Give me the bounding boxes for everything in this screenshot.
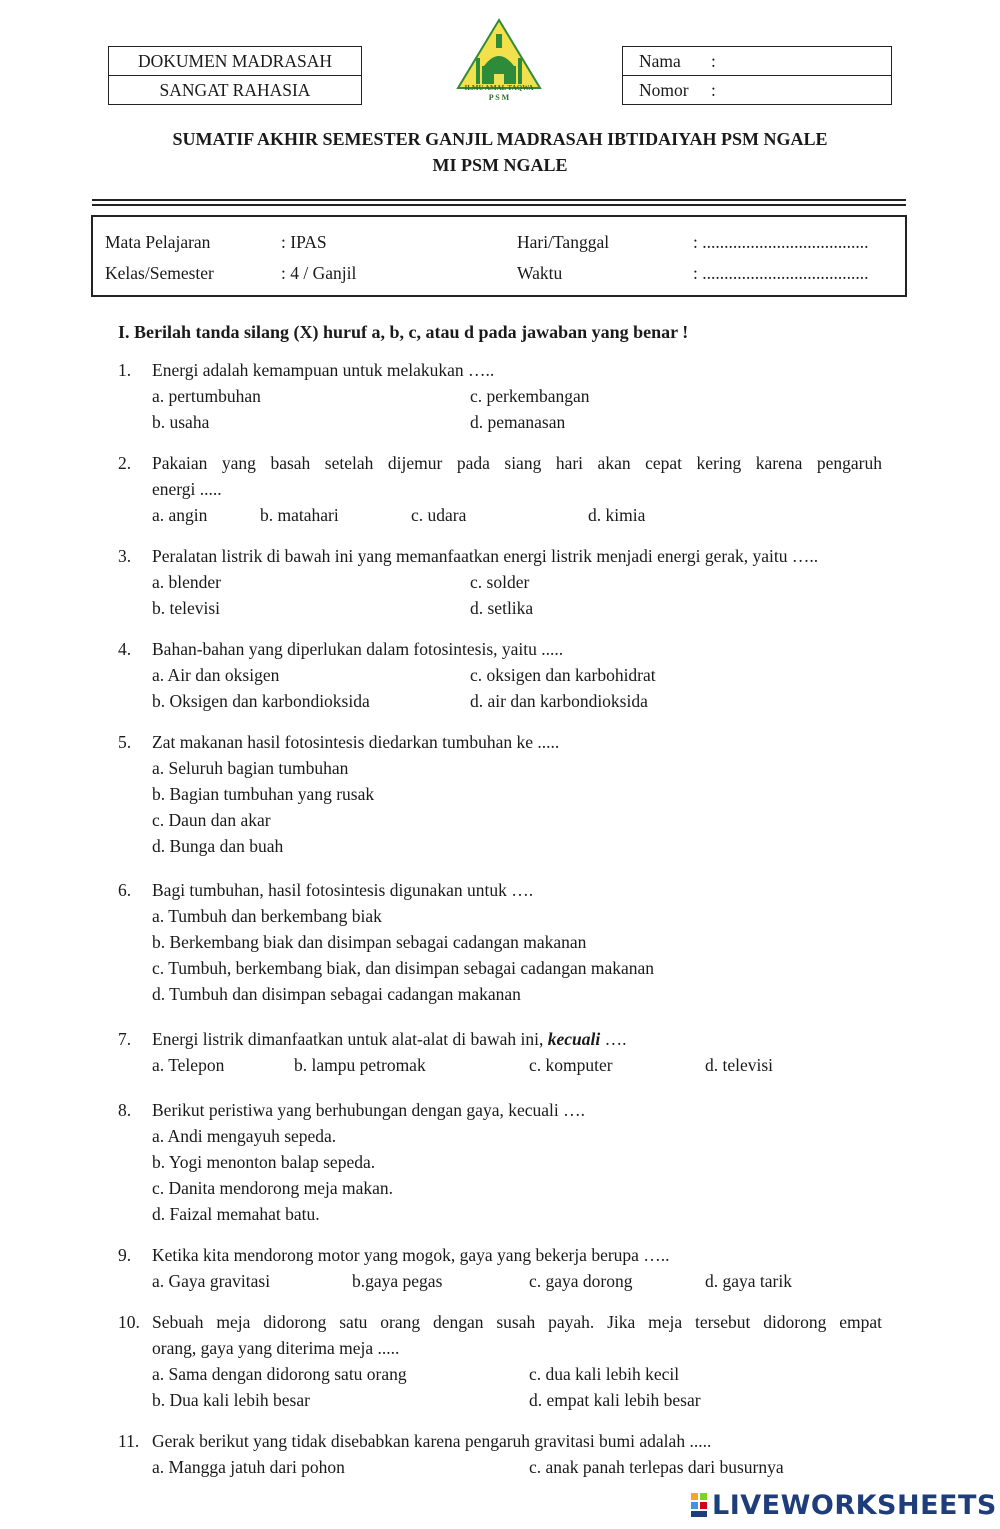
watermark-text: LIVEWORKSHEETS [712, 1490, 997, 1521]
option-a[interactable]: a. blender [152, 572, 221, 592]
number-row [623, 76, 891, 104]
question-text: Bagi tumbuhan, hasil fotosintesis digunakan untuk …. [152, 880, 534, 900]
date-field[interactable]: : ...................................... [693, 232, 869, 252]
school-logo [456, 18, 542, 104]
question-text: Berikut peristiwa yang berhubungan dengan gaya, kecuali …. [152, 1100, 585, 1120]
option-b[interactable]: b. matahari [260, 505, 339, 525]
exam-title: SUMATIF AKHIR SEMESTER GANJIL MADRASAH IBTIDAIYAH PSM NGALE [172, 129, 828, 149]
question-text: Energi adalah kemampuan untuk melakukan ….. [152, 360, 495, 380]
option-d[interactable]: d. pemanasan [470, 412, 566, 432]
liveworksheets-logo-icon [690, 1492, 708, 1518]
option-d[interactable]: d. air dan karbondioksida [470, 691, 648, 711]
option-c[interactable]: c. Daun dan akar [152, 810, 271, 830]
question-text-main: Energi listrik dimanfaatkan untuk alat-alat di bawah ini, [152, 1029, 548, 1049]
option-c[interactable]: c. dua kali lebih kecil [529, 1364, 680, 1384]
liveworksheets-watermark [690, 1490, 997, 1521]
question-text: Pakaian yang basah setelah dijemur pada siang hari akan cepat kering karena pengaruh [152, 453, 882, 473]
option-a[interactable]: a. Tumbuh dan berkembang biak [152, 906, 382, 926]
doc-line-2: SANGAT RAHASIA [159, 80, 311, 100]
option-d[interactable]: d. empat kali lebih besar [529, 1390, 701, 1410]
question-number: 6. [118, 880, 132, 900]
option-a[interactable]: a. angin [152, 505, 208, 525]
exam-info-box [91, 215, 907, 297]
doc-line-1: DOKUMEN MADRASAH [109, 47, 361, 76]
question-number: 1. [118, 360, 132, 380]
option-c[interactable]: c. udara [411, 505, 467, 525]
option-c[interactable]: c. oksigen dan karbohidrat [470, 665, 656, 685]
question-text: Bahan-bahan yang diperlukan dalam fotosintesis, yaitu ..... [152, 639, 564, 659]
option-a[interactable]: a. Mangga jatuh dari pohon [152, 1457, 345, 1477]
name-field[interactable]: : [711, 51, 716, 71]
option-b[interactable]: b. Bagian tumbuhan yang rusak [152, 784, 375, 804]
question-number: 4. [118, 639, 132, 659]
question-text: Gerak berikut yang tidak disebabkan karena pengaruh gravitasi bumi adalah ..... [152, 1431, 712, 1451]
question-number: 7. [118, 1029, 132, 1049]
option-d[interactable]: d. Faizal memahat batu. [152, 1204, 320, 1224]
number-label: Nomor [639, 80, 689, 100]
student-identity-box [622, 46, 892, 105]
option-c[interactable]: c. Tumbuh, berkembang biak, dan disimpan sebagai cadangan makanan [152, 958, 655, 978]
option-c[interactable]: c. komputer [529, 1055, 613, 1075]
question-text: Ketika kita mendorong motor yang mogok, gaya yang bekerja berupa ….. [152, 1245, 670, 1265]
emphasis-kecuali: kecuali [547, 1029, 601, 1049]
document-classification-box [108, 46, 362, 105]
option-b[interactable]: b. Dua kali lebih besar [152, 1390, 310, 1410]
question-text: Zat makanan hasil fotosintesis diedarkan tumbuhan ke ..... [152, 732, 560, 752]
option-b[interactable]: b. usaha [152, 412, 210, 432]
option-d[interactable]: d. gaya tarik [705, 1271, 792, 1291]
option-b[interactable]: b. lampu petromak [294, 1055, 426, 1075]
school-name: MI PSM NGALE [432, 155, 568, 175]
option-d[interactable]: d. Tumbuh dan disimpan sebagai cadangan makanan [152, 984, 521, 1004]
question-text: Sebuah meja didorong satu orang dengan susah payah. Jika meja tersebut didorong empat [152, 1312, 882, 1332]
question-number: 5. [118, 732, 132, 752]
question-number: 9. [118, 1245, 132, 1265]
option-a[interactable]: a. Gaya gravitasi [152, 1271, 271, 1291]
logo-caption-psm: P S M [488, 93, 510, 102]
question-text [152, 1029, 627, 1050]
option-d[interactable]: d. kimia [588, 505, 646, 525]
option-c[interactable]: c. anak panah terlepas dari busurnya [529, 1457, 784, 1477]
question-text: Peralatan listrik di bawah ini yang memanfaatkan energi listrik menjadi energi gerak, yaitu ….. [152, 546, 819, 566]
subject-value: : IPAS [281, 232, 327, 252]
question-number: 11. [118, 1431, 140, 1451]
question-number: 8. [118, 1100, 132, 1120]
time-label: Waktu [517, 263, 563, 283]
divider-top [92, 199, 906, 201]
option-c[interactable]: c. solder [470, 572, 530, 592]
section-instruction: I. Berilah tanda silang (X) huruf a, b, c, atau d pada jawaban yang benar ! [118, 322, 689, 342]
subject-label: Mata Pelajaran [105, 232, 211, 252]
option-b[interactable]: b. Yogi menonton balap sepeda. [152, 1152, 376, 1172]
class-label: Kelas/Semester [105, 263, 214, 283]
option-a[interactable]: a. Seluruh bagian tumbuhan [152, 758, 349, 778]
option-c[interactable]: c. perkembangan [470, 386, 590, 406]
option-d[interactable]: d. televisi [705, 1055, 774, 1075]
date-label: Hari/Tanggal [517, 232, 610, 252]
option-b[interactable]: b. Oksigen dan karbondioksida [152, 691, 370, 711]
option-a[interactable]: a. Sama dengan didorong satu orang [152, 1364, 407, 1384]
question-number: 10. [118, 1312, 140, 1332]
logo-caption: ILMU AMAL TAQWA [464, 84, 534, 92]
option-b[interactable]: b.gaya pegas [352, 1271, 443, 1291]
option-c[interactable]: c. Danita mendorong meja makan. [152, 1178, 394, 1198]
option-d[interactable]: d. Bunga dan buah [152, 836, 284, 856]
option-b[interactable]: b. televisi [152, 598, 221, 618]
question-number: 3. [118, 546, 132, 566]
question-number: 2. [118, 453, 132, 473]
question-text-end: …. [600, 1029, 627, 1049]
option-a[interactable]: a. pertumbuhan [152, 386, 261, 406]
option-c[interactable]: c. gaya dorong [529, 1271, 633, 1291]
option-b[interactable]: b. Berkembang biak dan disimpan sebagai cadangan makanan [152, 932, 587, 952]
question-text-continued: energi ..... [152, 479, 222, 499]
divider-bottom [92, 204, 906, 206]
name-label: Nama [639, 51, 681, 71]
time-field[interactable]: : ...................................... [693, 263, 869, 283]
option-a[interactable]: a. Air dan oksigen [152, 665, 280, 685]
option-a[interactable]: a. Telepon [152, 1055, 225, 1075]
option-a[interactable]: a. Andi mengayuh sepeda. [152, 1126, 337, 1146]
question-text-continued: orang, gaya yang diterima meja ..... [152, 1338, 400, 1358]
number-field[interactable]: : [711, 80, 716, 100]
class-value: : 4 / Ganjil [281, 263, 357, 283]
option-d[interactable]: d. setlika [470, 598, 534, 618]
name-row [623, 47, 891, 76]
